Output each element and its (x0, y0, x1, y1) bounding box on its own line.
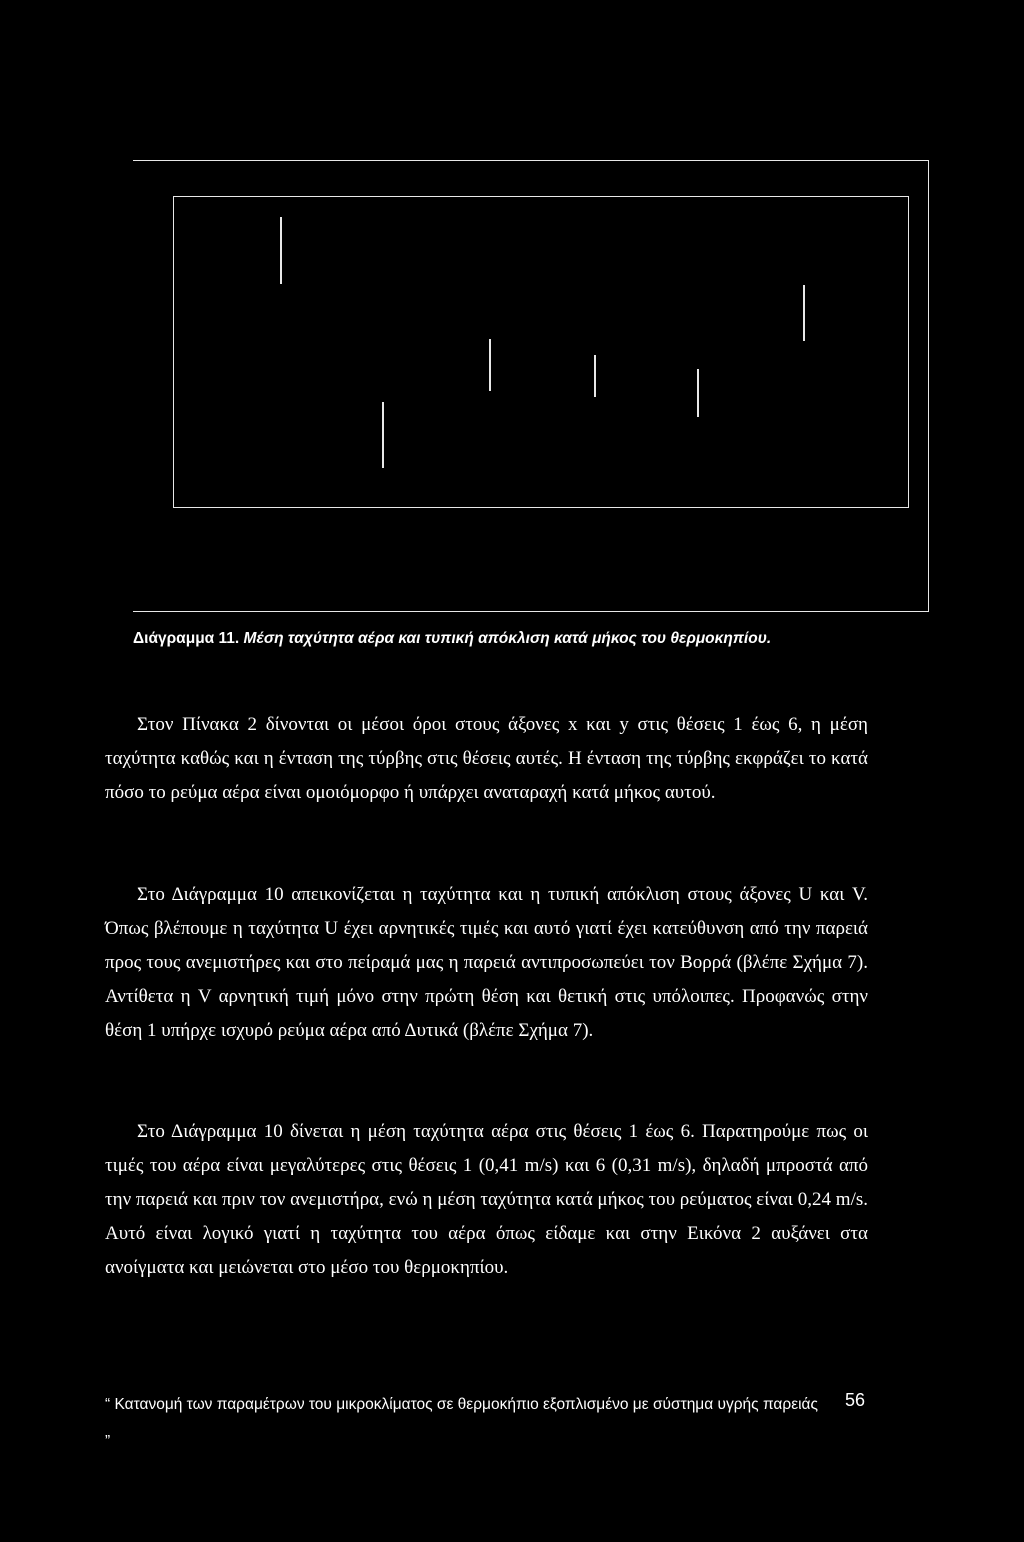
error-bar-plot (174, 197, 910, 509)
page-number: 56 (845, 1390, 866, 1410)
caption-title: Μέση ταχύτητα αέρα και τυπική απόκλιση κατά μήκος του θερμοκηπίου. (243, 630, 772, 647)
figure-caption (133, 630, 771, 648)
paragraph: Στο Διάγραμμα 10 δίνεται η μέση ταχύτητα αέρα στις θέσεις 1 έως 6. Παρατηρούμε πως οι τιμές του αέρα είναι μεγαλύτερες στις θέσεις 1 (0,41 m/s) και 6 (0,31 m/s), δηλαδή μπροστά από την παρειά και πριν τον ανεμιστήρα, ενώ η μέση ταχύτητα κατά μήκος του ρεύματος είναι 0,24 m/s. Αυτό είναι λογικό γιατί η ταχύτητα του αέρα όπως είδαμε και στην Εικόνα 2 αυξάνει στα ανοίγματα και μειώνεται στο μέσο του θερμοκηπίου. (105, 1121, 868, 1278)
paragraph: Στο Διάγραμμα 10 απεικονίζεται η ταχύτητα και η τυπική απόκλιση στους άξονες U και V. Όπως βλέπουμε η ταχύτητα U έχει αρνητικές τιμές και αυτό γιατί έχει κατεύθυνση από την παρειά προς τους ανεμιστήρες και στο πείραμά μας η παρειά αντιπροσωπεύει τον Βορρά (βλέπε Σχήμα 7). Αντίθετα η V αρνητική τιμή μόνο στην πρώτη θέση και θετική στις υπόλοιπες. Προφανώς στην θέση 1 υπήρχε ισχυρό ρεύμα αέρα από Δυτικά (βλέπε Σχήμα 7). (105, 884, 868, 1041)
plot-area (173, 196, 909, 508)
footer-title: “ Κατανομή των παραμέτρων του μικροκλίματος σε θερμοκήπιο εξοπλισμένο με σύστημα υγρής παρειάς ” (105, 1396, 818, 1450)
caption-label: Διάγραμμα 11. (133, 630, 240, 647)
paragraph: Στον Πίνακα 2 δίνονται οι μέσοι όροι στους άξονες x και y στις θέσεις 1 έως 6, η μέση ταχύτητα καθώς και η ένταση της τύρβης στις θέσεις αυτές. Η ένταση της τύρβης εκφράζει το κατά πόσο το ρεύμα αέρα είναι ομοιόμορφο ή υπάρχει αναταραχή κατά μήκος αυτού. (105, 714, 868, 803)
